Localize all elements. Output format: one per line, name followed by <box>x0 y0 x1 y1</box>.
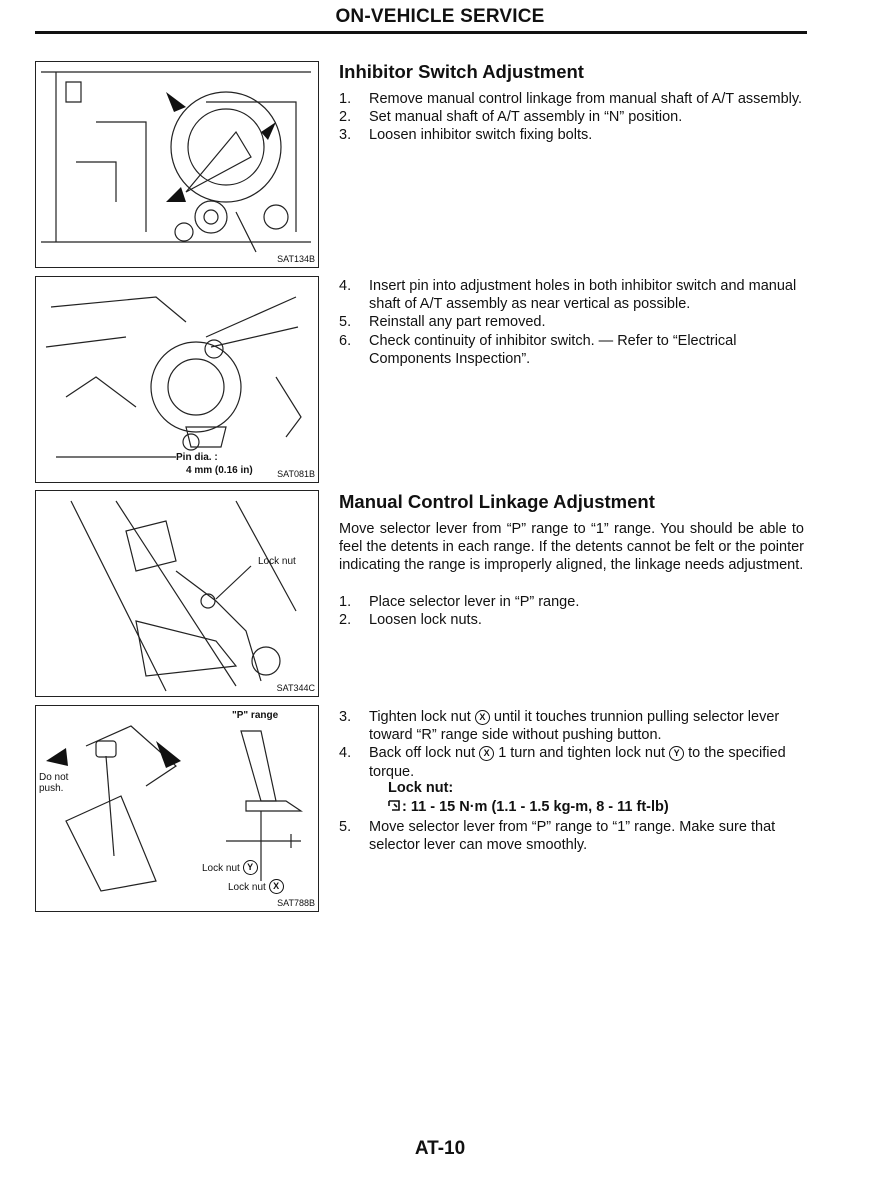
figure-code: SAT081B <box>277 469 315 479</box>
list-item: 5. Move selector lever from “P” range to “1” range. Make sure that selector lever can move smoothly. <box>339 819 776 854</box>
list-item: 3. Loosen inhibitor switch fixing bolts. <box>339 127 593 144</box>
inhibitor-steps-b <box>339 277 804 368</box>
y-mark-icon: Y <box>669 746 684 761</box>
section-title-inhibitor: Inhibitor Switch Adjustment <box>339 61 584 82</box>
page-header: ON-VEHICLE SERVICE <box>335 6 545 27</box>
list-item: 5. Reinstall any part removed. <box>339 314 546 331</box>
y-mark-icon: Y <box>243 860 258 875</box>
lock-nut-label: Lock nut <box>258 556 296 567</box>
list-item: 1. Remove manual control linkage from manual shaft of A/T assembly. <box>339 91 803 107</box>
figure-code: SAT344C <box>276 683 315 693</box>
torque-wrench-icon <box>388 799 402 812</box>
inhibitor-steps-a <box>339 90 804 145</box>
do-not-push-label: Do not push. <box>39 772 69 794</box>
page-number: AT-10 <box>414 1138 466 1159</box>
list-item: 2. Set manual shaft of A/T assembly in “N” position. <box>339 109 683 126</box>
list-item: 4. Insert pin into adjustment holes in both inhibitor switch and manual shaft of A/T assembly as near vertical as possible. <box>339 278 797 313</box>
linkage-intro: Move selector lever from “P” range to “1” range. You should be able to feel the detents in each range. If the detents cannot be felt or the pointer indicating the range is improperly aligned, the linkage needs adjustment. <box>339 521 804 574</box>
spec-label: Lock nut: <box>388 780 454 796</box>
figure-lock-nut-linkage <box>35 490 319 697</box>
lock-nut-y-label: Lock nut Y <box>202 860 258 875</box>
header-rule <box>35 31 807 34</box>
list-item: 6. Check continuity of inhibitor switch. — Refer to “Electrical Components Inspection”. <box>339 332 737 367</box>
figure-pin-insertion <box>35 276 319 483</box>
x-mark-icon: X <box>479 746 494 761</box>
x-mark-icon: X <box>475 710 490 725</box>
lock-nut-x-label: Lock nut X <box>228 879 284 894</box>
figure-selector-lever <box>35 705 319 912</box>
spec-value: : 11 - 15 N·m (1.1 - 1.5 kg-m, 8 - 11 ft-lb) <box>388 799 669 815</box>
figure-code: SAT134B <box>277 254 315 264</box>
pin-dia-value: 4 mm (0.16 in) <box>186 465 253 476</box>
figure-inhibitor-switch <box>35 61 319 268</box>
x-mark-icon: X <box>269 879 284 894</box>
list-item: 3. Tighten lock nut X until it touches trunnion pulling selector lever toward “R” range side without pushing button. <box>339 709 780 744</box>
linkage-steps-b <box>339 708 804 781</box>
linkage-steps-a <box>339 593 804 629</box>
linkage-steps-c <box>339 818 804 854</box>
section-title-linkage: Manual Control Linkage Adjustment <box>339 491 655 512</box>
linkage-drawing <box>36 491 318 696</box>
list-item: 2. Loosen lock nuts. <box>339 612 482 629</box>
pin-dia-label: Pin dia. : <box>176 452 218 463</box>
list-item: 1. Place selector lever in “P” range. <box>339 594 580 610</box>
figure-code: SAT788B <box>277 898 315 908</box>
list-item: 4. Back off lock nut X 1 turn and tighten lock nut Y to the specified torque. <box>339 745 786 780</box>
inhibitor-switch-drawing <box>36 62 318 267</box>
p-range-label: "P" range <box>232 710 279 721</box>
